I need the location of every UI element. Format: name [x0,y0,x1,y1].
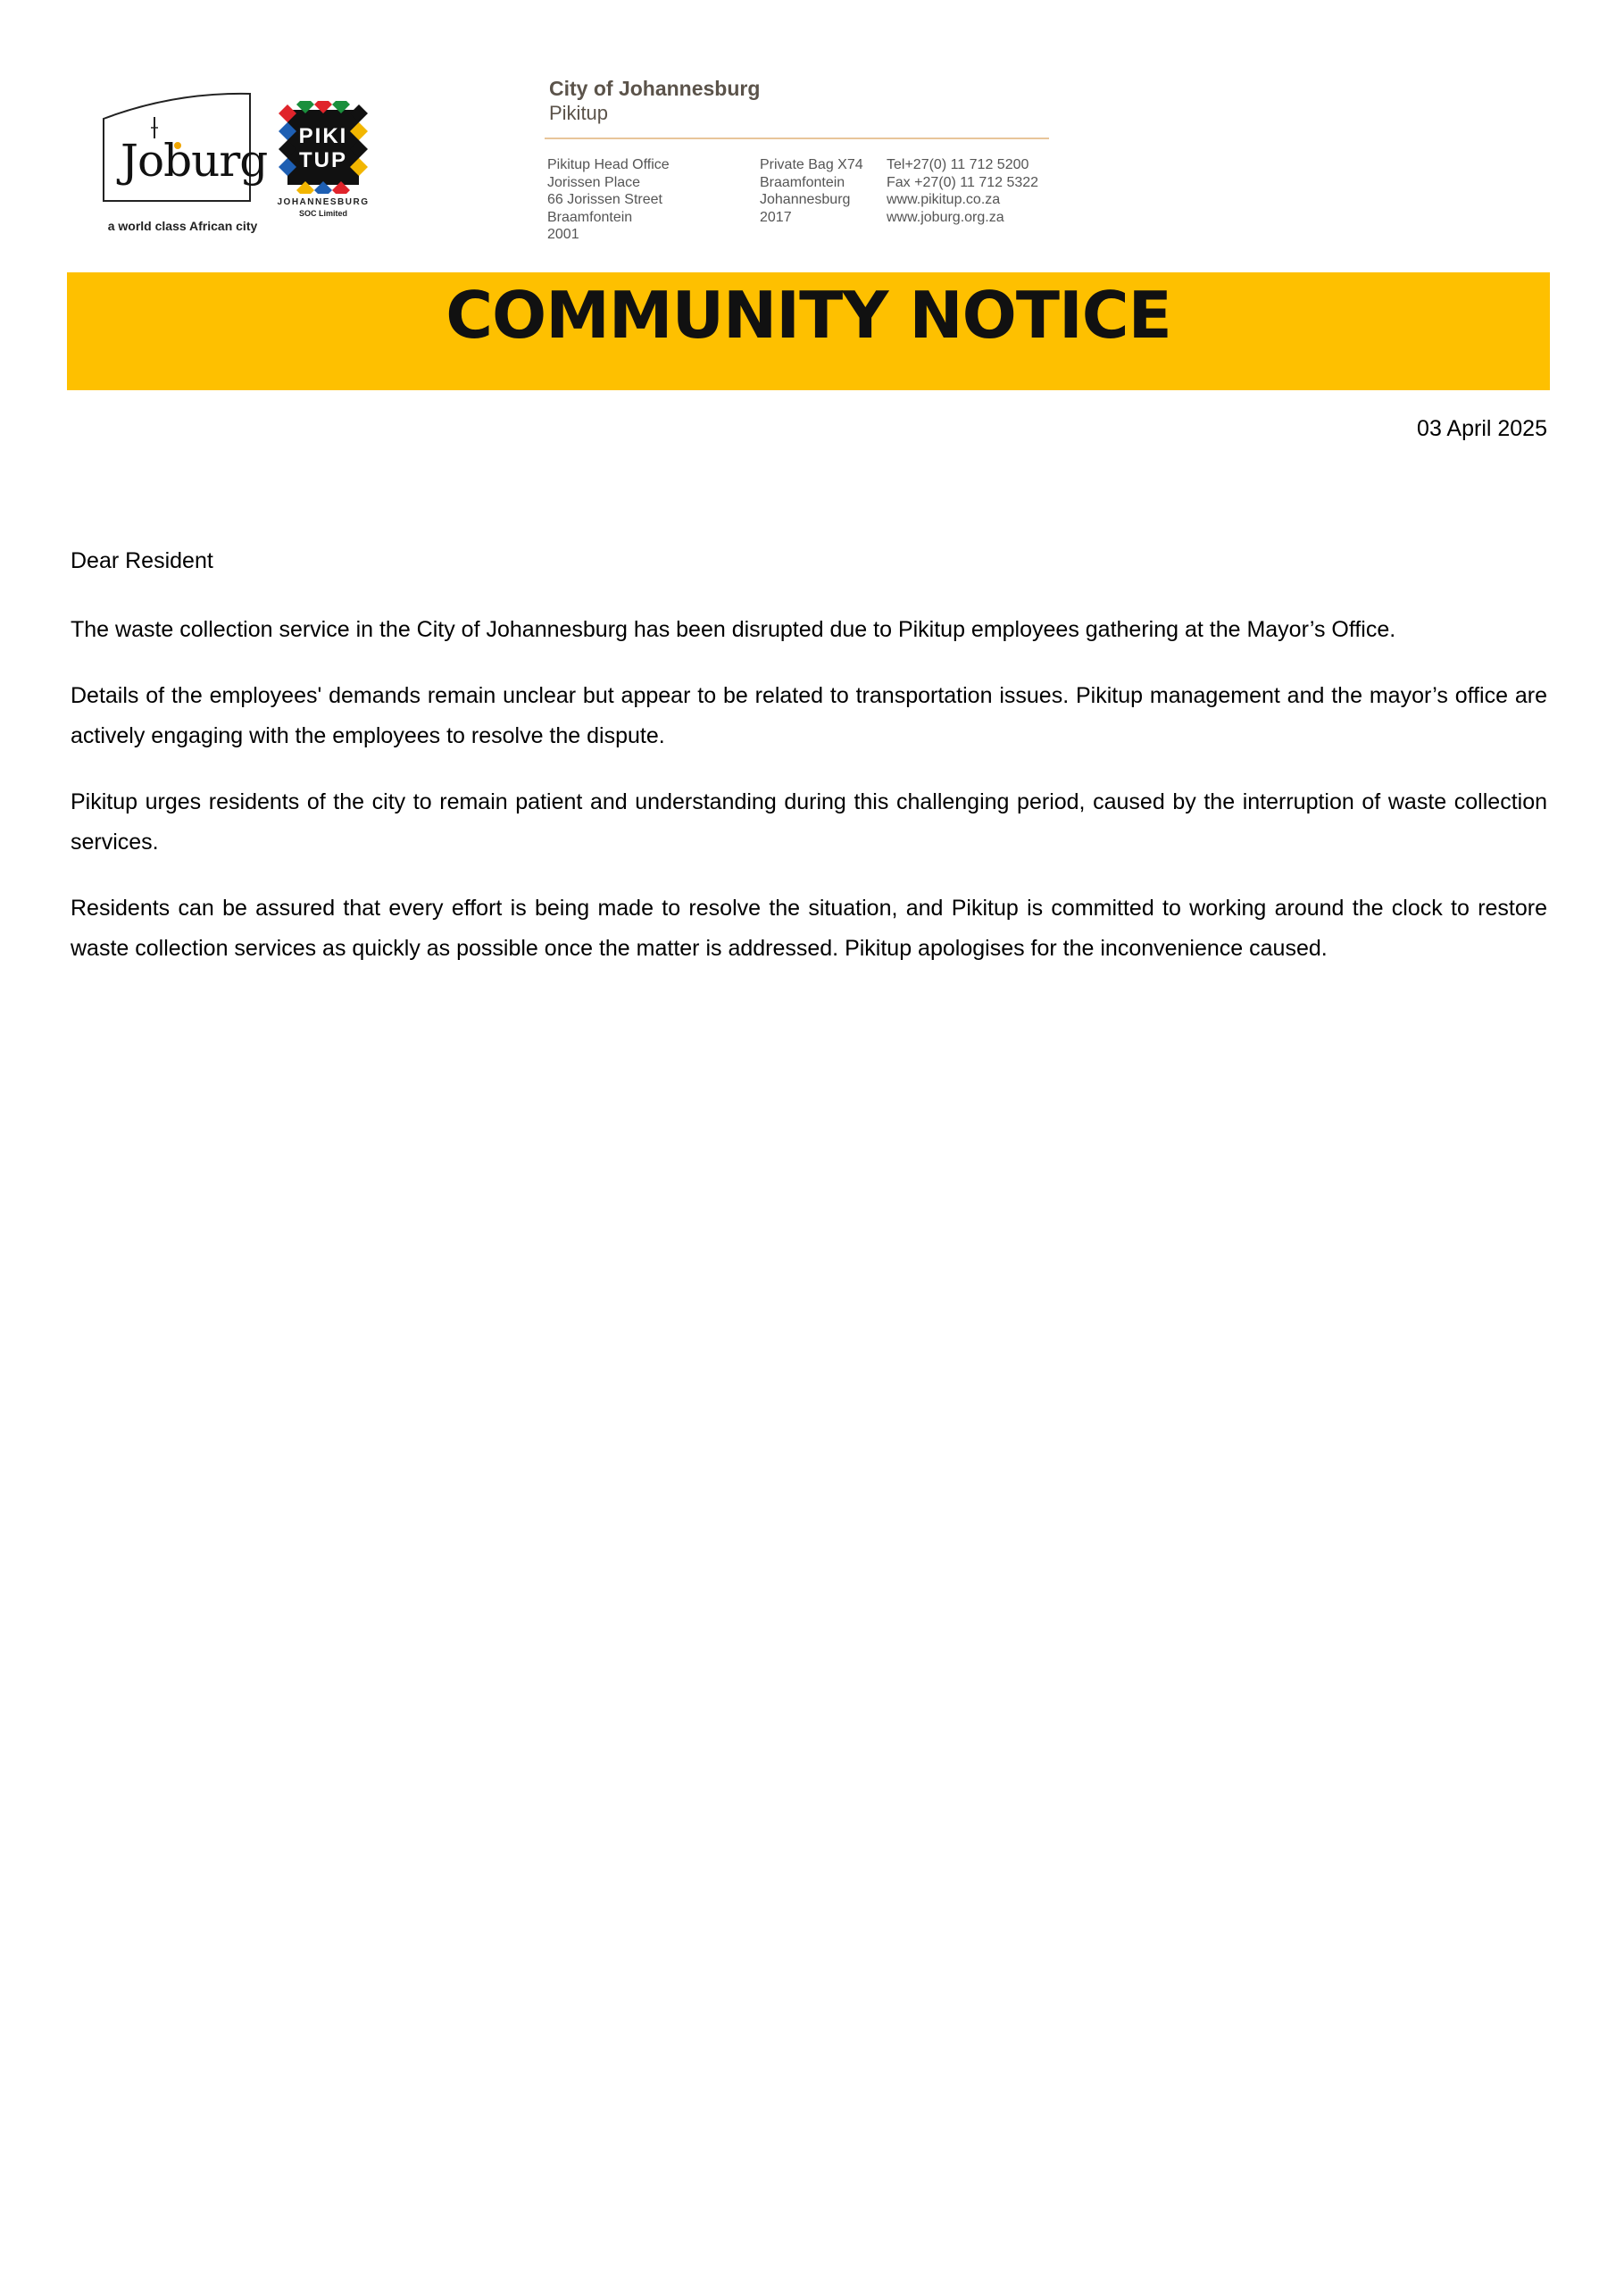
address-column-contact [887,156,1038,226]
notice-paragraph-4: Residents can be assured that every effort is being made to resolve the situation, and Pikitup is committed to working around the clock to restore waste collection services as quickly as possible once the matter is addressed. Pikitup apologises for the inconvenience caused. [71,896,1547,961]
address-column-postal [760,156,863,226]
pikitup-logo-city: JOHANNESBURG [277,197,370,207]
joburg-wordmark: Joburg [121,135,268,187]
pikitup-logo-entity: SOC Limited [298,209,347,218]
address-line: Private Bag X74 [760,157,863,172]
pikitup-logo [279,101,368,226]
org-unit: Pikitup [549,102,609,124]
salutation: Dear Resident [71,548,213,573]
notice-date: 03 April 2025 [1417,416,1547,441]
notice-banner [67,272,1550,390]
address-line: Jorissen Place [547,174,641,190]
org-name: City of Johannesburg [549,77,761,100]
address-line: Braamfontein [760,174,845,190]
address-line: Braamfontein [547,209,633,225]
joburg-logo [103,92,268,235]
address-line: 2001 [547,227,579,242]
notice-title: COMMUNITY NOTICE [446,278,1171,353]
pikitup-logo-line1: PIKI [298,124,348,148]
notice-paragraph-3: Pikitup urges residents of the city to remain patient and understanding during this challenging period, caused by the interruption of waste collection services. [71,789,1547,855]
joburg-tagline: a world class African city [107,219,258,233]
contact-line: www.joburg.org.za [887,209,1004,225]
contact-line: Tel+27(0) 11 712 5200 [887,157,1029,172]
header-divider [545,138,1049,139]
notice-paragraph-2: Details of the employees' demands remain unclear but appear to be related to transportation issues. Pikitup management and the mayor’s office are actively engaging with the employees to resolve the dispute. [71,683,1547,748]
contact-line: Fax +27(0) 11 712 5322 [887,174,1039,190]
pikitup-logo-line2: TUP [299,148,347,172]
address-line: Johannesburg [760,192,851,207]
address-column-physical [547,156,670,244]
address-line: 66 Jorissen Street [547,192,662,207]
notice-paragraph-1: The waste collection service in the City of Johannesburg has been disrupted due to Pikitup employees gathering at the Mayor’s Office. [71,617,1396,642]
contact-line: www.pikitup.co.za [887,192,1001,207]
address-line: Pikitup Head Office [547,157,670,172]
address-line: 2017 [760,209,792,225]
